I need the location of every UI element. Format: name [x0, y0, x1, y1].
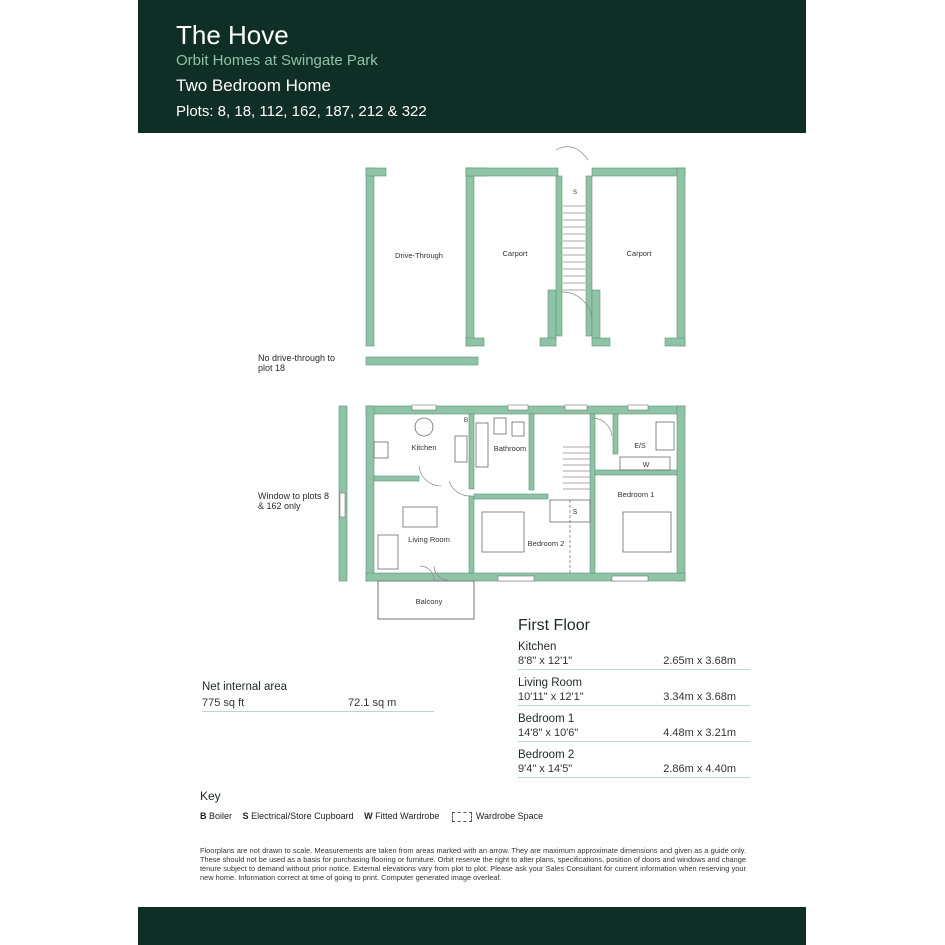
dining-table	[415, 418, 433, 436]
hob	[374, 442, 388, 458]
label-boiler: B	[463, 417, 469, 424]
stair-pier-left	[548, 290, 556, 340]
drive-through-wall-bottom	[366, 357, 478, 365]
key-store: S Electrical/Store Cupboard	[242, 811, 354, 821]
carport2-wall-right	[677, 168, 685, 346]
net-internal-area	[202, 681, 434, 712]
drive-through-wall-top	[366, 168, 386, 176]
stair-wall-left	[556, 176, 562, 336]
label-bathroom: Bathroom	[493, 444, 527, 453]
side-window	[340, 493, 345, 517]
room-name: Bedroom 1	[518, 713, 575, 725]
wc	[512, 422, 524, 436]
bath	[476, 423, 488, 467]
sofa	[403, 507, 437, 527]
room-name: Kitchen	[518, 641, 557, 653]
home-type: Two Bedroom Home	[176, 76, 331, 95]
key-boiler: B Boiler	[200, 811, 233, 821]
window-ensuite	[628, 405, 648, 410]
stair-pier-right	[592, 290, 600, 340]
carport1-wall-bottom-left	[466, 338, 484, 346]
window-bath	[508, 405, 528, 410]
carport2-wall-top	[592, 168, 685, 176]
room-metric: 2.65m x 3.68m	[663, 655, 736, 667]
label-wardrobe: W	[642, 462, 650, 469]
nia-sqm: 72.1 sq m	[348, 697, 397, 709]
label-balcony: Balcony	[415, 597, 443, 606]
garage-stair-treads	[563, 206, 585, 290]
footer-banner	[138, 907, 806, 945]
room-row	[518, 641, 750, 670]
room-imperial: 8'8" x 12'1"	[518, 655, 573, 667]
nia-label: Net internal area	[202, 681, 288, 693]
bed2-bed	[482, 512, 524, 552]
kitchen-bath-wall	[469, 414, 474, 489]
ensuite-wall	[613, 414, 618, 454]
label-living-room: Living Room	[408, 535, 450, 544]
kitchen-living-wall	[374, 476, 419, 481]
label-store: S	[572, 509, 578, 516]
label-carport-1: Carport	[502, 249, 528, 258]
ff-wall-left	[366, 406, 374, 581]
room-imperial: 14'8" x 10'6"	[518, 727, 579, 739]
shower	[656, 422, 674, 450]
bed1-left-wall	[590, 414, 595, 573]
window-bed2	[498, 576, 534, 581]
carport2-wall-bottom-right	[665, 338, 685, 346]
key-wardrobe-space: Wardrobe Space	[475, 811, 544, 821]
window-plots-note: Window to plots 8 & 162 only	[258, 491, 330, 511]
sink	[455, 436, 467, 462]
label-bedroom-1: Bedroom 1	[617, 490, 655, 499]
stair-base-right	[592, 338, 610, 346]
key-title: Key	[200, 789, 221, 803]
room-metric: 4.48m x 3.21m	[663, 727, 736, 739]
ff-stair-treads	[563, 447, 590, 489]
label-bedroom-2: Bedroom 2	[527, 539, 565, 548]
living-bed2-wall	[469, 496, 474, 573]
bed1-top-wall	[595, 470, 677, 475]
armchair	[378, 535, 398, 569]
room-imperial: 9'4" x 14'5"	[518, 763, 573, 775]
stair-base-left	[540, 338, 556, 346]
stair-wall-right	[586, 176, 592, 336]
window-landing	[565, 405, 587, 410]
room-metric: 2.86m x 4.40m	[663, 763, 736, 775]
disclaimer: Floorplans are not drawn to scale. Measurements are taken from areas marked with an arrow. They are maximum approximate dimensions and given as a guide only. These should not be used as a basis for purchasing flooring or furniture. Orbit reserve the right to alter plans, specifications, position of doors and windows and change tenure subject to demand without prior notice. External elevations vary from plot to plot. Please ask your Sales Consultant for current information when reserving your new home. Information correct at time of going to print. Computer generated image overleaf.	[200, 846, 746, 882]
room-row	[518, 749, 750, 778]
label-ensuite: E/S	[634, 443, 646, 450]
ff-wall-right	[677, 406, 685, 581]
drive-through-wall-left	[366, 168, 374, 346]
first-floor-heading: First Floor	[518, 617, 590, 634]
room-imperial: 10'11" x 12'1"	[518, 691, 584, 703]
development-name: Orbit Homes at Swingate Park	[176, 52, 378, 69]
room-row	[518, 713, 750, 742]
no-drive-through-note: No drive-through to plot 18	[258, 353, 336, 373]
carport1-wall-top	[466, 168, 558, 176]
label-stair-s: S	[572, 190, 578, 196]
label-kitchen: Kitchen	[411, 443, 437, 452]
key-wardrobe: W Fitted Wardrobe	[364, 811, 440, 821]
room-name: Bedroom 2	[518, 749, 575, 761]
nia-sqft: 775 sq ft	[202, 697, 245, 709]
window-bed1	[612, 576, 648, 581]
room-row	[518, 677, 750, 706]
key-legend	[200, 811, 547, 822]
room-metric: 3.34m x 3.68m	[663, 691, 736, 703]
bath-landing-wall	[529, 414, 534, 490]
bed1-bed	[623, 512, 671, 552]
window-kitchen	[412, 405, 436, 410]
wardrobe-space-swatch	[452, 812, 472, 822]
label-drive-through: Drive-Through	[395, 251, 443, 260]
plot-numbers: Plots: 8, 18, 112, 162, 187, 212 & 322	[176, 103, 427, 120]
room-name: Living Room	[518, 677, 582, 689]
basin	[494, 418, 506, 434]
house-title: The Hove	[176, 20, 289, 50]
bed2-top-wall	[474, 494, 548, 499]
carport1-wall-left	[466, 168, 474, 346]
label-carport-2: Carport	[626, 249, 652, 258]
